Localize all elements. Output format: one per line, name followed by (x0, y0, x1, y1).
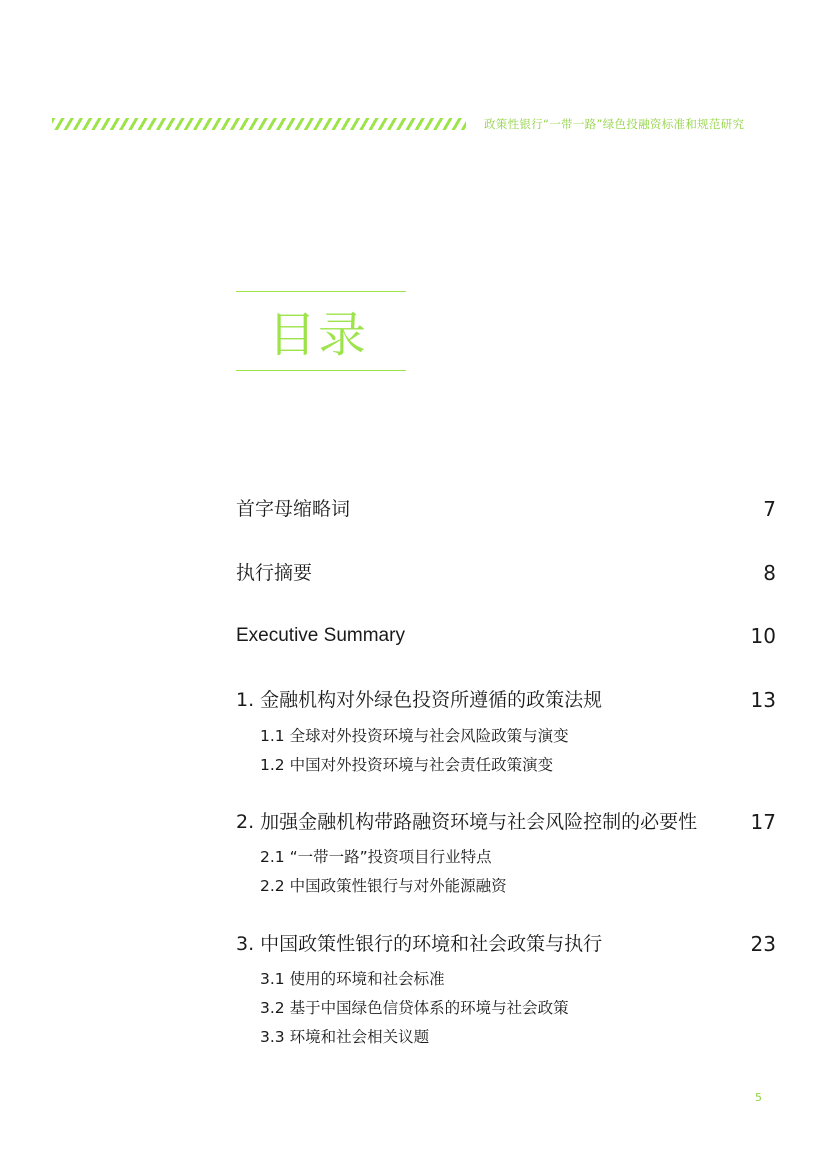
toc-heading: 目录 (268, 307, 369, 363)
toc-entry-page: 10 (750, 624, 776, 648)
toc-entry-executive-summary-cn[interactable] (236, 560, 776, 586)
toc-entry-page: 23 (750, 932, 776, 956)
toc-subentry-1-2[interactable]: 1.2 中国对外投资环境与社会责任政策演变 (260, 756, 554, 774)
page-number: 5 (755, 1091, 762, 1104)
toc-entry-label: Executive Summary (236, 625, 405, 646)
header-decorative-stripe (52, 118, 466, 130)
toc-subentry-3-3[interactable]: 3.3 环境和社会相关议题 (260, 1028, 430, 1046)
title-rule-bottom (236, 370, 406, 371)
toc-entry-page: 13 (750, 688, 776, 712)
toc-entry-page: 17 (750, 810, 776, 834)
toc-entry-chapter-2[interactable] (236, 809, 776, 835)
title-rule-top (236, 291, 406, 292)
toc-entry-label: 执行摘要 (236, 562, 313, 584)
toc-entry-label: 2. 加强金融机构带路融资环境与社会风险控制的必要性 (236, 811, 698, 833)
toc-entry-label: 首字母缩略词 (236, 498, 351, 520)
toc-subentry-2-1[interactable]: 2.1 “一带一路”投资项目行业特点 (260, 848, 492, 866)
toc-entry-label: 3. 中国政策性银行的环境和社会政策与执行 (236, 933, 603, 955)
toc-subentry-2-2[interactable]: 2.2 中国政策性银行与对外能源融资 (260, 877, 507, 895)
toc-entry-chapter-3[interactable] (236, 931, 776, 957)
toc-entry-executive-summary-en[interactable] (236, 623, 776, 649)
toc-subentry-3-2[interactable]: 3.2 基于中国绿色信贷体系的环境与社会政策 (260, 999, 569, 1017)
toc-entry-acronyms[interactable] (236, 496, 776, 522)
running-header-title: 政策性银行“一带一路”绿色投融资标准和规范研究 (484, 117, 745, 131)
toc-entry-page: 8 (763, 561, 776, 585)
toc-subentry-1-1[interactable]: 1.1 全球对外投资环境与社会风险政策与演变 (260, 727, 569, 745)
toc-entry-chapter-1[interactable] (236, 687, 776, 713)
toc-entry-label: 1. 金融机构对外绿色投资所遵循的政策法规 (236, 689, 603, 711)
toc-subentry-3-1[interactable]: 3.1 使用的环境和社会标准 (260, 970, 445, 988)
toc-entry-page: 7 (763, 497, 776, 521)
